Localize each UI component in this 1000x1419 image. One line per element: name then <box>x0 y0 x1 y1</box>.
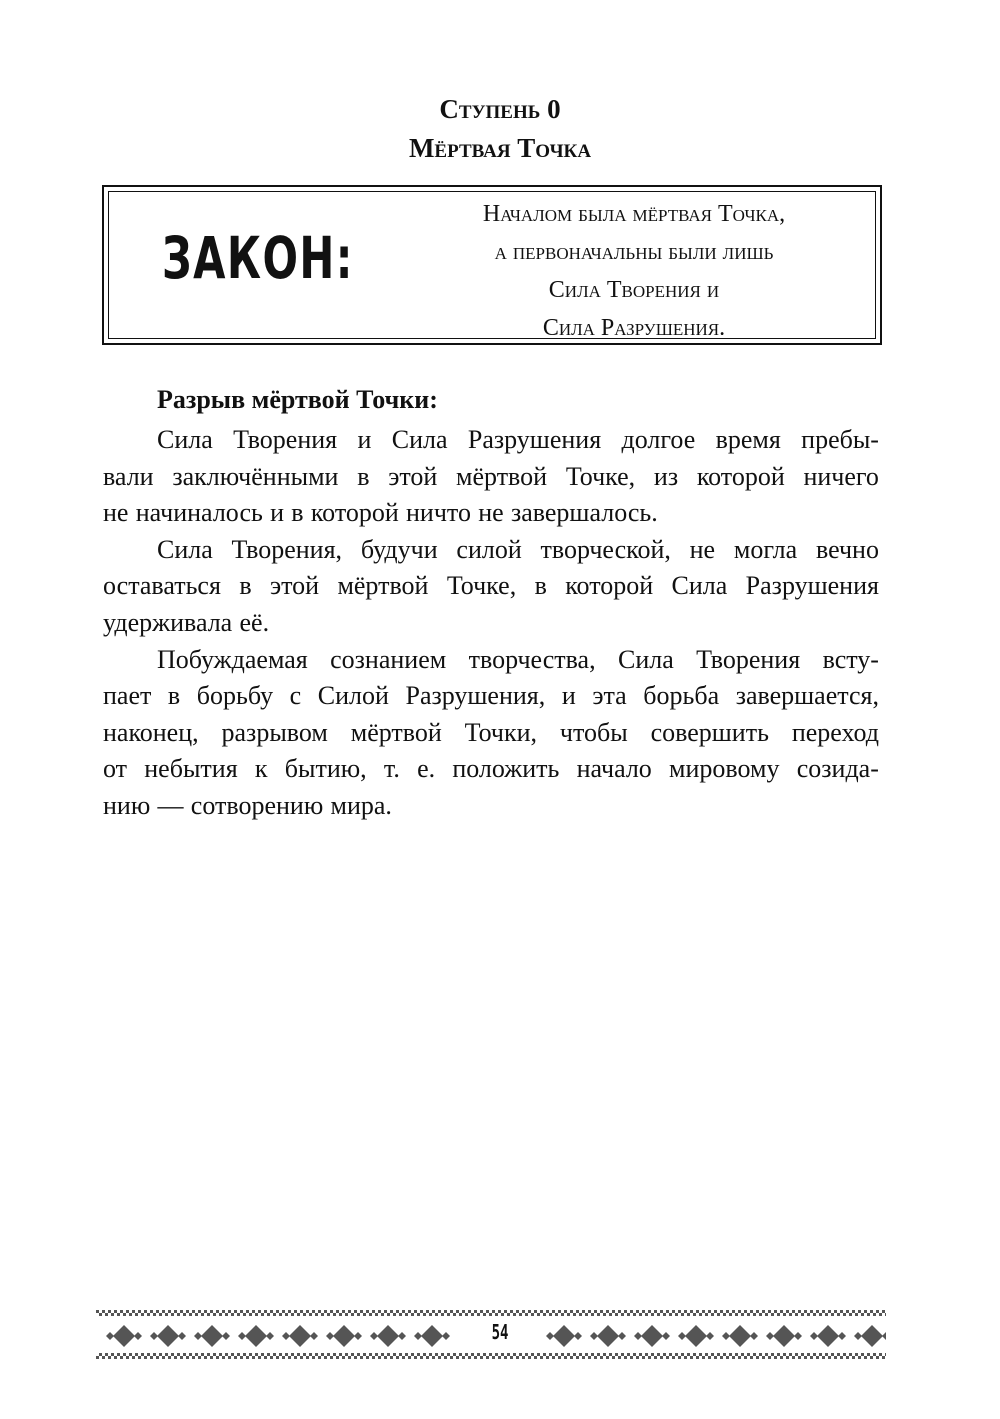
paragraph <box>103 422 879 532</box>
law-box <box>102 185 882 345</box>
text-line: не начиналось и в которой ничто не завершалось. <box>103 498 658 528</box>
text-line: нию — сотворению мира. <box>103 790 392 820</box>
chapter-step-heading: Ступень 0 <box>439 94 561 124</box>
law-text <box>404 195 864 347</box>
text-line: от небытия к бытию, т. е. положить начало мировому созида- <box>103 754 879 784</box>
paragraph <box>103 642 879 825</box>
text-line: пает в борьбу с Силой Разрушения, и эта борьба завершается, <box>103 681 879 711</box>
text-line: наконец, разрывом мёртвой Точки, чтобы совершить переход <box>103 717 879 747</box>
text-line: удерживала её. <box>103 607 270 637</box>
paragraph <box>103 532 879 642</box>
law-line: Сила Творения и <box>548 277 720 303</box>
section-title: Разрыв мёртвой Точки: <box>157 385 438 414</box>
chapter-title: Мёртвая Точка <box>408 133 592 163</box>
text-line: вали заключёнными в этой мёртвой Точке, из которой ничего <box>103 461 879 491</box>
law-line: Сила Разрушения. <box>542 315 726 341</box>
text-line: Сила Творения, будучи силой творческой, не могла вечно <box>157 534 879 564</box>
text-line: оставаться в этой мёртвой Точке, в которой Сила Разрушения <box>103 571 879 601</box>
text-line: Сила Творения и Сила Разрушения долгое время пребы- <box>157 425 879 454</box>
page-number: 54 <box>491 1320 509 1344</box>
law-label: ЗАКОН: <box>162 224 354 292</box>
text-line: Побуждаемая сознанием творчества, Сила Творения всту- <box>157 644 879 674</box>
body-text <box>103 422 879 825</box>
law-line: Началом была мёртвая Точка, <box>482 201 786 227</box>
law-line: а первоначальны были лишь <box>494 239 774 265</box>
